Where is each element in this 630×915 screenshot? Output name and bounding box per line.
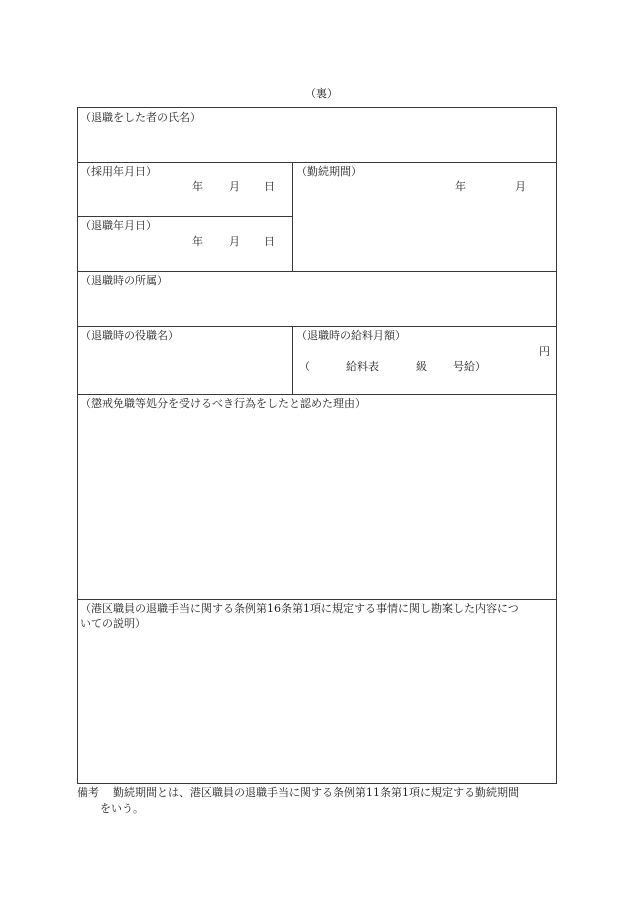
- retire-date-month-unit: 月: [229, 235, 240, 248]
- position-title-label: （退職時の役職名）: [80, 329, 179, 342]
- page-side-label: （裏）: [305, 87, 338, 100]
- service-period-year-unit: 年: [455, 180, 466, 193]
- form-border: [77, 107, 557, 784]
- row-divider: [77, 599, 557, 600]
- salary-table-unit: 給料表: [346, 360, 379, 373]
- row-divider: [77, 162, 557, 163]
- service-period-month-unit: 月: [515, 180, 526, 193]
- remarks-text-line1: 勤続期間とは、港区職員の退職手当に関する条例第11条第1項に規定する勤続期間: [113, 786, 519, 799]
- column-divider: [292, 162, 293, 271]
- explanation-label-line1: （港区職員の退職手当に関する条例第16条第1項に規定する事情に関し勘案した内容につ: [80, 602, 519, 615]
- salary-paren-open: （: [299, 360, 310, 373]
- row-divider: [77, 394, 557, 395]
- row-divider: [77, 326, 557, 327]
- hire-date-year-unit: 年: [192, 180, 203, 193]
- column-divider: [292, 326, 293, 394]
- salary-step-unit: 号給）: [453, 360, 486, 373]
- retire-date-label: （退職年月日）: [80, 219, 157, 232]
- salary-grade-unit: 級: [416, 360, 427, 373]
- retire-date-day-unit: 日: [264, 235, 275, 248]
- retiree-name-label: （退職をした者の氏名）: [80, 111, 201, 124]
- yen-unit: 円: [539, 345, 550, 358]
- row-divider: [77, 271, 557, 272]
- monthly-salary-label: （退職時の給料月額）: [296, 329, 406, 342]
- remarks-label: 備考: [77, 786, 99, 799]
- disciplinary-reason-label: （懲戒免職等処分を受けるべき行為をしたと認めた理由）: [80, 397, 366, 410]
- hire-date-month-unit: 月: [229, 180, 240, 193]
- retire-date-year-unit: 年: [192, 235, 203, 248]
- hire-date-day-unit: 日: [264, 180, 275, 193]
- affiliation-label: （退職時の所属）: [80, 274, 168, 287]
- service-period-label: （勤続期間）: [296, 165, 362, 178]
- explanation-label-line2: いての説明）: [80, 617, 146, 630]
- remarks-text-line2: をいう。: [100, 802, 144, 815]
- hire-date-label: （採用年月日）: [80, 165, 157, 178]
- row-divider: [77, 216, 292, 217]
